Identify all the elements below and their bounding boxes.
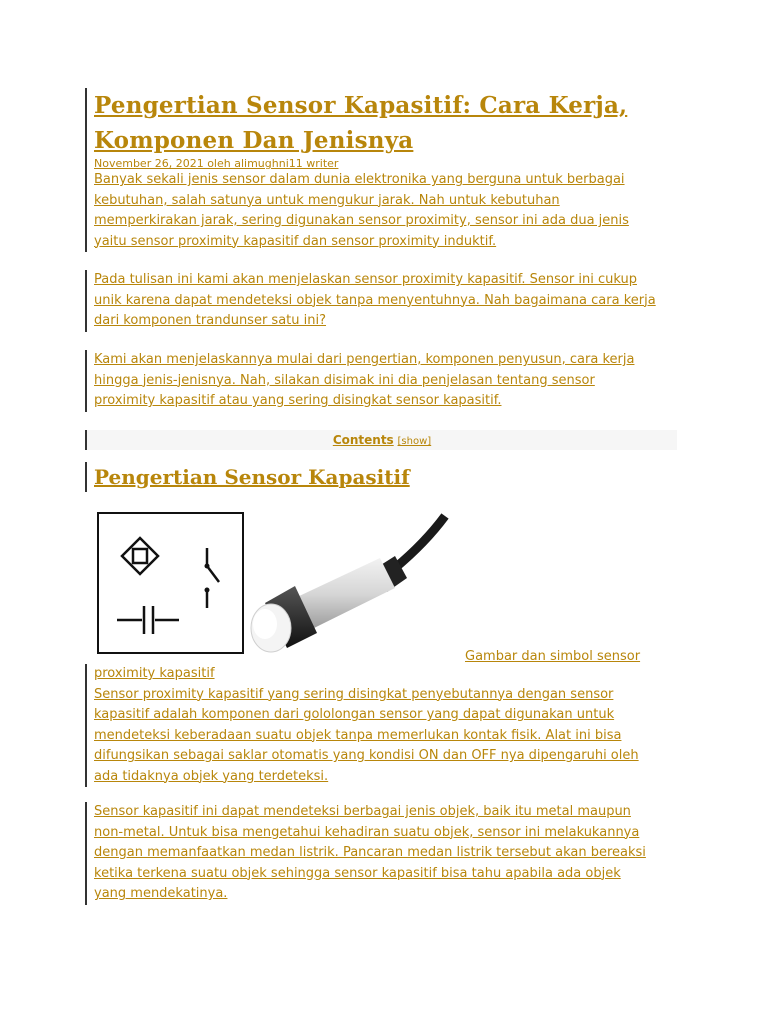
text-line: dari komponen trandunser satu ini? — [94, 313, 327, 328]
intro-paragraph-2[interactable] — [94, 270, 656, 332]
text-line: difungsikan sebagai saklar otomatis yang kondisi ON dan OFF nya dipengaruhi oleh — [94, 748, 639, 763]
text-line: memperkirakan jarak, sering digunakan sensor proximity, sensor ini ada dua jenis — [94, 213, 629, 228]
page-title-line1[interactable]: Pengertian Sensor Kapasitif: Cara Kerja, — [94, 92, 628, 119]
toc-title[interactable]: Contents — [332, 433, 394, 447]
text-line: dengan memanfaatkan medan listrik. Pancaran medan listrik tersebut akan bereaksi — [94, 845, 646, 860]
text-line: yang mendekatinya. — [94, 886, 228, 901]
section-paragraph-1[interactable] — [94, 685, 639, 788]
text-line: non-metal. Untuk bisa mengetahui kehadiran suatu objek, sensor ini melakukannya — [94, 824, 640, 840]
text-line: kapasitif adalah komponen dari gololongan sensor yang dapat digunakan untuk — [94, 707, 615, 722]
intro-block-3 — [85, 350, 634, 412]
article-header — [85, 88, 629, 252]
intro-paragraph-1[interactable] — [94, 170, 629, 252]
section-body-block-2 — [85, 802, 646, 905]
text-line: Kami akan menjelaskannya mulai dari pengertian, komponen penyusun, cara kerja — [94, 352, 635, 367]
section-body-block — [85, 664, 639, 787]
figure-caption-line2[interactable] — [94, 664, 639, 685]
table-of-contents — [85, 430, 677, 450]
intro-paragraph-3[interactable] — [94, 350, 634, 412]
section-heading-block — [85, 462, 410, 492]
intro-block-2 — [85, 270, 656, 332]
section-paragraph-2[interactable] — [94, 802, 646, 905]
text-line: yaitu sensor proximity kapasitif dan sensor proximity induktif. — [94, 233, 497, 249]
text-line: ketika terkena suatu objek sehingga sensor kapasitif bisa tahu apabila ada objek — [94, 865, 621, 881]
text-line: Sensor kapasitif ini dapat mendeteksi berbagai jenis objek, baik itu metal maupun — [94, 804, 631, 819]
text-line: kebutuhan, salah satunya untuk mengukur jarak. Nah untuk kebutuhan — [94, 192, 560, 208]
capacitive-sensor-symbol-icon — [98, 513, 243, 653]
text-line: mendeteksi keberadaan suatu objek tanpa memerlukan kontak fisik. Alat ini bisa — [94, 727, 622, 743]
text-line: proximity kapasitif — [94, 666, 215, 681]
sensor-image — [95, 508, 455, 658]
page-title[interactable] — [94, 88, 629, 158]
text-line: Sensor proximity kapasitif yang sering disingkat penyebutannya dengan sensor — [94, 686, 614, 702]
toc-show-toggle[interactable]: [show] — [397, 436, 432, 447]
text-line: proximity kapasitif atau yang sering disingkat sensor kapasitif. — [94, 393, 502, 408]
page-title-line2[interactable]: Komponen Dan Jenisnya — [94, 127, 414, 154]
figure-caption-line1[interactable]: Gambar dan simbol sensor — [465, 649, 641, 664]
text-line: Pada tulisan ini kami akan menjelaskan sensor proximity kapasitif. Sensor ini cukup — [94, 272, 637, 287]
sensor-figure — [95, 508, 455, 662]
text-line: Banyak sekali jenis sensor dalam dunia elektronika yang berguna untuk berbagai — [94, 172, 625, 187]
text-line: unik karena dapat mendeteksi objek tanpa menyentuhnya. Nah bagaimana cara kerja — [94, 292, 656, 308]
proximity-sensor-photo-icon — [251, 516, 445, 652]
post-meta[interactable]: November 26, 2021 oleh alimughni11 writer — [94, 157, 339, 170]
section-heading[interactable]: Pengertian Sensor Kapasitif — [94, 465, 410, 489]
text-line: hingga jenis-jenisnya. Nah, silakan disimak ini dia penjelasan tentang sensor — [94, 372, 595, 388]
text-line: ada tidaknya objek yang terdeteksi. — [94, 768, 329, 784]
